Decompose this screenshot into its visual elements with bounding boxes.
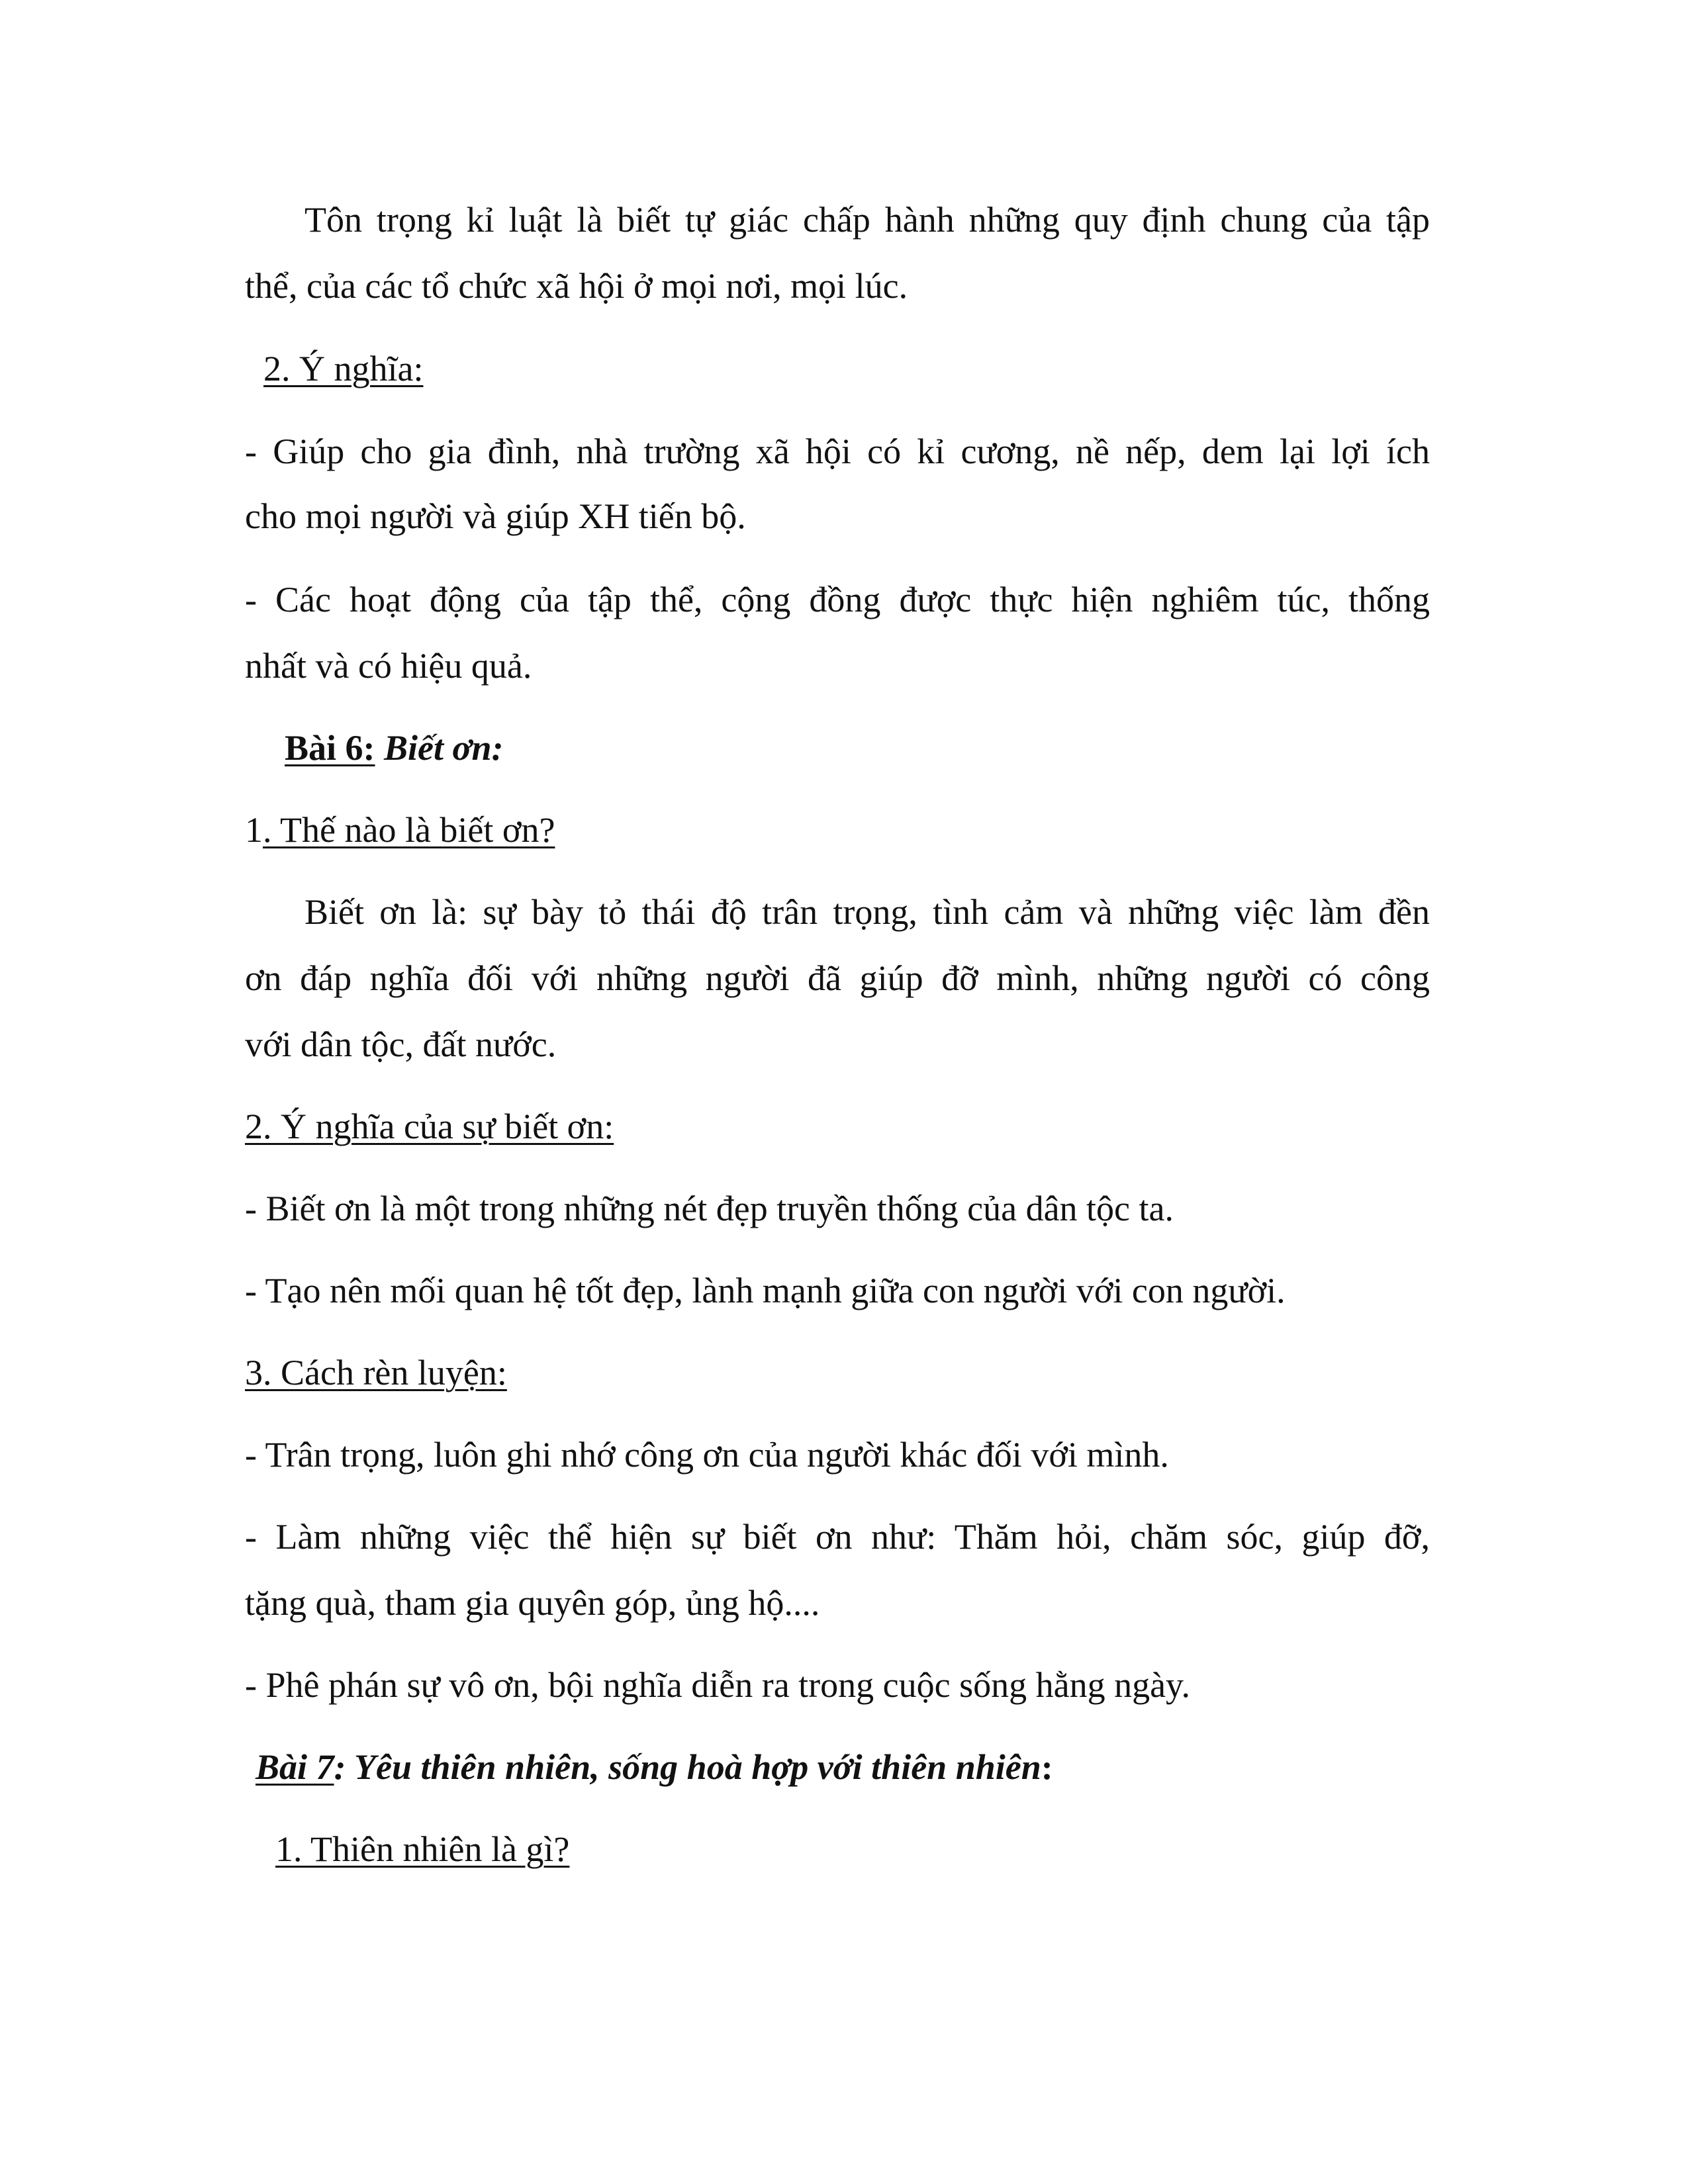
lesson-6-label: Bài 6: xyxy=(285,728,375,768)
gratitude-meaning-heading: 2. Ý nghĩa của sự biết ơn: xyxy=(245,1107,614,1146)
lesson-6-question-1-number: 1 xyxy=(245,810,263,850)
meaning-point-1-line-2: cho mọi người và giúp XH tiến bộ. xyxy=(245,496,746,536)
practice-point-1: - Trân trọng, luôn ghi nhớ công ơn của người khác đối với mình. xyxy=(245,1435,1169,1475)
meaning-point-2-line-1: - Các hoạt động của tập thể, cộng đồng được thực hiện nghiêm túc, thống xyxy=(245,580,1430,619)
lesson-7-colon: : xyxy=(1041,1747,1053,1787)
nature-question-heading: 1. Thiên nhiên là gì? xyxy=(275,1829,570,1869)
gratitude-meaning-point-2: - Tạo nên mối quan hệ tốt đẹp, lành mạnh giữa con người với con người. xyxy=(245,1271,1286,1310)
lesson-6-title: Biết ơn: xyxy=(375,728,504,768)
lesson-7-title: : Yêu thiên nhiên, sống hoà hợp với thiên nhiên xyxy=(334,1747,1041,1787)
lesson-6-heading xyxy=(285,727,504,769)
practice-point-3: - Phê phán sự vô ơn, bội nghĩa diễn ra trong cuộc sống hằng ngày. xyxy=(245,1665,1191,1705)
lesson-7-label: Bài 7 xyxy=(256,1747,334,1787)
practice-point-2-line-2: tặng quà, tham gia quyên góp, ủng hộ.... xyxy=(245,1583,820,1623)
meaning-point-2-line-2: nhất và có hiệu quả. xyxy=(245,646,532,686)
practice-heading: 3. Cách rèn luyện: xyxy=(245,1353,507,1392)
meaning-point-1-line-1: - Giúp cho gia đình, nhà trường xã hội có kỉ cương, nề nếp, dem lại lợi ích xyxy=(245,432,1430,471)
gratitude-definition-line-1: Biết ơn là: sự bày tỏ thái độ trân trọng, tình cảm và những việc làm đền xyxy=(305,892,1430,932)
gratitude-meaning-point-1: - Biết ơn là một trong những nét đẹp truyền thống của dân tộc ta. xyxy=(245,1189,1174,1228)
lesson-6-question-1 xyxy=(245,809,555,851)
gratitude-definition-line-2: ơn đáp nghĩa đối với những người đã giúp đỡ mình, những người có công xyxy=(245,958,1430,998)
discipline-definition-line-1: Tôn trọng kỉ luật là biết tự giác chấp hành những quy định chung của tập xyxy=(305,200,1430,240)
practice-point-2-line-1: - Làm những việc thể hiện sự biết ơn như: Thăm hỏi, chăm sóc, giúp đỡ, xyxy=(245,1517,1430,1557)
lesson-7-heading xyxy=(256,1746,1053,1788)
gratitude-definition-line-3: với dân tộc, đất nước. xyxy=(245,1024,557,1064)
meaning-heading: 2. Ý nghĩa: xyxy=(263,349,424,388)
discipline-definition-line-2: thể, của các tổ chức xã hội ở mọi nơi, mọi lúc. xyxy=(245,266,908,306)
lesson-6-question-1-text: . Thế nào là biết ơn? xyxy=(263,810,555,850)
